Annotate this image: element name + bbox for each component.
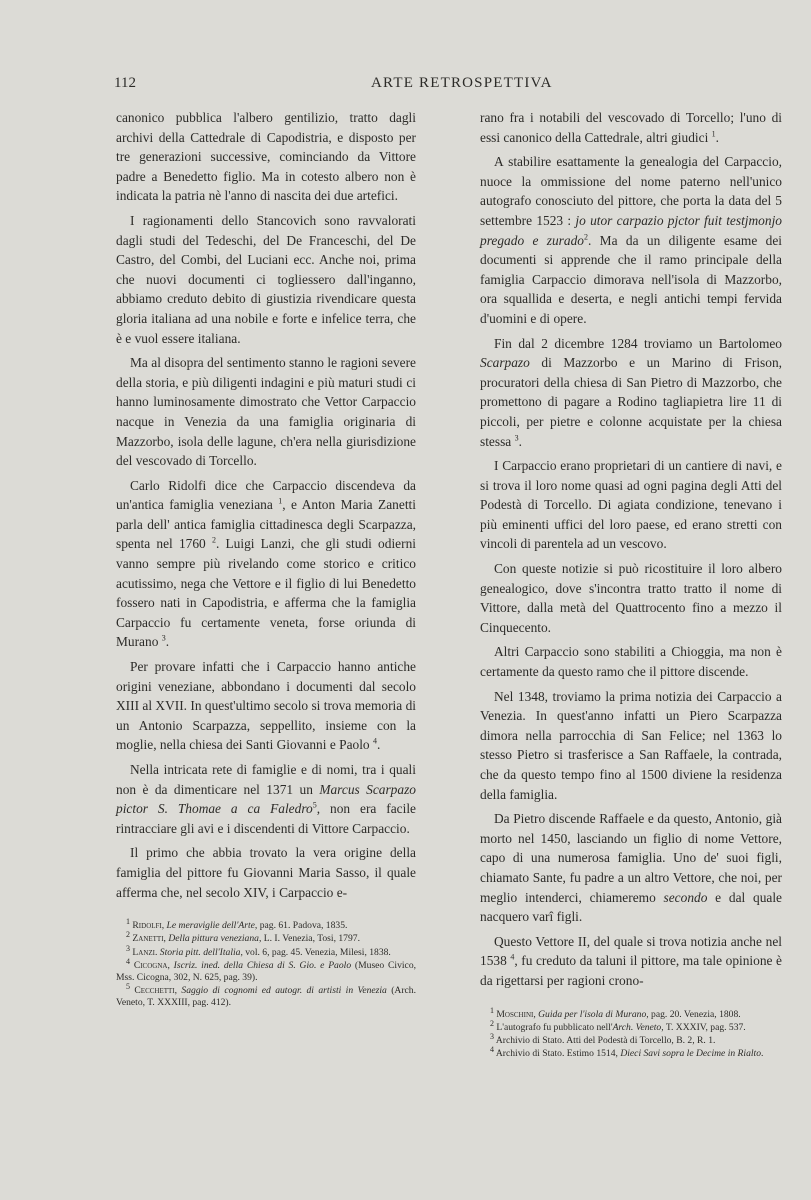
paragraph-text: Questo Vettore II, del quale si trova notizia anche nel 1538 xyxy=(480,933,782,969)
page-number: 112 xyxy=(114,75,136,91)
left-column xyxy=(116,108,416,1011)
paragraph-text: Carlo Ridolfi dice che Carpaccio discendeva da un'antica famiglia veneziana xyxy=(116,477,416,513)
footnote: $^3$ Lanzi. Storia pitt. dell'Italia, vol. 6, pag. 45. Venezia, Milesi, 1838. xyxy=(126,943,391,958)
footnote-text: Archivio di Stato. Atti del Podestà di Torcello, B. 2, R. 1. xyxy=(495,1034,716,1046)
footnote-title: Le meraviglie dell'Arte xyxy=(166,920,255,932)
paragraph-text: A stabilire esattamente la genealogia del Carpaccio, nuoce la ommissione del nome paterno nell'unico autografo conosciuto del pittore, che porta la data del 5 settembre 1523 : xyxy=(480,154,782,228)
footnote-title: Della pittura veneziana xyxy=(168,933,259,945)
paragraph-text: Fin dal 2 dicembre 1284 troviamo un Bartolomeo xyxy=(494,335,782,351)
paragraph xyxy=(116,476,416,652)
footnote-text: , vol. 6, pag. 45. Venezia, Milesi, 1838. xyxy=(240,946,391,958)
footnote xyxy=(480,1044,782,1060)
footnote-text: (Museo Civico, Mss. Cicogna, 302, N. 625, pag. 39). xyxy=(116,959,417,983)
paragraph-text: Con queste notizie si può ricostituire il loro albero genealogico, dove s'incontra tratto tratto il nome di Vittore, dalla metà del Quattrocento fino a mezzo il Cinquecento. xyxy=(480,561,782,635)
footnote-title: Iscriz. ined. della Chiesa di S. Gio. e Paolo xyxy=(173,959,352,971)
paragraph xyxy=(480,559,782,637)
footnote-author: Ridolfi xyxy=(132,920,162,932)
footnote-text: , pag. 61. Padova, 1835. xyxy=(254,920,348,932)
paragraph xyxy=(480,809,782,927)
paragraph-text: . xyxy=(518,433,522,449)
footnote-title: Arch. Veneto xyxy=(612,1021,662,1033)
footnote-ref: 2 xyxy=(211,536,216,545)
footnote: $^1$ Ridolfi, Le meraviglie dell'Arte, pag. 61. Padova, 1835. xyxy=(126,916,348,932)
paragraph-text: e dal quale nacquero varî figli. xyxy=(480,889,782,925)
paragraph xyxy=(116,760,416,838)
running-title: ARTE RETROSPETTIVA xyxy=(371,75,553,91)
paragraph xyxy=(116,353,416,471)
footnote-ref: 4 xyxy=(510,952,515,962)
footnote-ref: 2 xyxy=(583,232,588,242)
paragraph-text: di Mazzorbo e un Marino di Frison, procuratori della chiesa di San Pietro di Mazzorbo, che promettono di pagare a Rodino tagliapietra lire 11 di piccoli, per pietre e colonne acquistate per la chiesa stessa xyxy=(480,355,782,449)
paragraph xyxy=(480,334,782,452)
right-column xyxy=(480,108,782,1061)
paragraph-text: . xyxy=(376,737,381,753)
footnote-text: Archivio di Stato. Estimo 1514, xyxy=(495,1048,621,1060)
italic-name: Scarpazo xyxy=(480,355,530,371)
footnote-text: L'autografo fu pubblicato nell' xyxy=(496,1021,613,1033)
footnote-title: Dieci Savi sopra le Decime in Rialto xyxy=(620,1048,762,1060)
paragraph xyxy=(480,687,782,805)
paragraph-text: , fu creduto da taluni il pittore, ma tale opinione è da rigettarsi per ragioni crono- xyxy=(480,953,782,988)
paragraph xyxy=(116,657,416,755)
footnote-text: , T. XXXIV, pag. 537. xyxy=(661,1021,746,1033)
paragraph-text: Nella intricata rete di famiglie e di nomi, tra i quali non è da dimenticare nel 1371 un xyxy=(116,762,416,797)
footnote-number: 4 xyxy=(490,1044,494,1054)
footnote-ref: 1 xyxy=(711,129,716,139)
italic-word: secondo xyxy=(663,889,708,905)
paragraph-text: . xyxy=(165,634,170,650)
paragraph-text: . xyxy=(715,129,720,145)
italic-citation: Marcus Scarpazo pictor S. Thomae a ca Faledro xyxy=(116,781,416,817)
footnote-number: 3 xyxy=(490,1031,494,1041)
paragraph-text: I Carpaccio erano proprietari di un cantiere di navi, e si trova il loro nome quasi ad ogni pagina degli Atti del Podestà di Torcello. Di agiata condizione, tenevano i più eminenti uffici del loro paese, ed erano stretti con vincoli di parentela ad un vescovo. xyxy=(480,458,782,552)
footnote-ref: 3 xyxy=(161,633,166,643)
footnote-text: (Arch. Veneto, T. XXXIII, pag. 412). xyxy=(116,985,416,1009)
footnote-author: Zanetti xyxy=(132,933,164,945)
footnote: $^2$ Zanetti, Della pittura veneziana, L. I. Venezia, Tosi, 1797. xyxy=(126,930,360,945)
footnote-ref: 4 xyxy=(372,736,377,746)
footnote: $^4$ Cicogna, Iscriz. ined. della Chiesa di S. Gio. e Paolo (Museo Civico, Mss. Cicogna, 302, N. 625, pag. 39). xyxy=(116,956,417,983)
footnote: $^5$ Cecchetti, Saggio di cognomi ed autogr. di artisti in Venezia (Arch. Veneto, T. XXXIII, pag. 412). xyxy=(116,981,416,1009)
footnote-title: Storia pitt. dell'Italia xyxy=(159,946,241,958)
footnote-ref: 5 xyxy=(312,800,317,810)
paragraph xyxy=(480,108,782,147)
footnote-ref: 3 xyxy=(514,433,519,443)
footnote-number: 4 xyxy=(126,956,130,966)
footnote-title: Saggio di cognomi ed autogr. di artisti in Venezia xyxy=(181,985,387,997)
paragraph-text: . Ma da un diligente esame dei documenti si apprende che il ramo principale della famiglia Carpaccio dimorava nell'isola di Mazzorbo, ora squallida e deserta, e negli antichi tempi fervida d'uomini e di opere. xyxy=(480,232,782,326)
footnote-ref: 1 xyxy=(278,496,283,506)
footnote-author: Cecchetti xyxy=(134,985,175,997)
paragraph-text: . Luigi Lanzi, che gli studi odierni vanno sempre più rivelando come storico e critico acutissimo, nega che Vettore e il figlio di lui Benedetto fossero nati in Capodistria, e afferma che la famiglia Carpaccio fu certamente veneta, forse oriunda di Murano xyxy=(116,536,416,650)
footnote-author: Lanzi xyxy=(132,946,155,958)
paragraph xyxy=(116,211,416,348)
footnote-number: 5 xyxy=(126,981,130,991)
paragraph xyxy=(480,642,782,681)
footnote-text: . xyxy=(761,1048,764,1060)
paragraph-text: rano fra i notabili del vescovado di Torcello; l'uno di essi canonico della Cattedrale, altri giudici xyxy=(480,110,782,145)
footnote-number: 1 xyxy=(126,916,130,926)
footnotes-right xyxy=(480,1005,782,1061)
footnote xyxy=(480,1031,782,1047)
footnote-number: 2 xyxy=(126,930,130,940)
footnote-number: 3 xyxy=(126,943,130,953)
footnote-number: 1 xyxy=(490,1005,494,1015)
italic-citation: jo utor carpazio pjctor fuit testjmonjo pregado e zurado xyxy=(480,212,782,248)
paragraph-text: canonico pubblica l'albero gentilizio, tratto dagli archivi della Cattedrale di Capodistria, e disposto per tre generazioni successive, cominciando da Vittore padre a Benedetto figlio. Ma in cotesto albero non è indicata la patria nè l'anno di nascita dei due artefici. xyxy=(116,110,416,204)
footnote xyxy=(480,1018,782,1034)
paragraph-text: , e Anton Maria Zanetti parla dell' antica famiglia cittadinesca degli Scarpazza, spenta nel 1760 xyxy=(116,497,416,552)
footnote-author: Cicogna xyxy=(133,959,168,971)
footnote-text: , L. I. Venezia, Tosi, 1797. xyxy=(258,933,360,945)
paragraph-text: Nel 1348, troviamo la prima notizia dei Carpaccio a Venezia. In quest'anno infatti un Piero Scarpazza dimora nella parrocchia di San Felice; nel 1363 lo stesso Pietro si trasferisce a San Raffaele, la contrada, che da questo tempo fino al 1500 diviene la residenza della famiglia. xyxy=(480,688,782,802)
footnote-text: , pag. 20. Venezia, 1808. xyxy=(646,1008,741,1020)
paragraph-text: , non era facile rintracciare gli avi e i discendenti di Vittore Carpaccio. xyxy=(116,801,416,836)
footnotes-left xyxy=(116,916,417,1009)
paragraph xyxy=(116,108,416,206)
footnote-number: 2 xyxy=(490,1018,494,1028)
paragraph-text: Altri Carpaccio sono stabiliti a Chioggia, ma non è certamente da questo ramo che il pittore discende. xyxy=(480,644,782,680)
paragraph-text: Per provare infatti che i Carpaccio hanno antiche origini veneziane, abbondano i documenti dal secolo XIII al XVII. In quest'ultimo secolo si trova memoria di un Antonio Scarpazza, seppellito, insieme con la moglie, nella chiesa dei Santi Giovanni e Paolo xyxy=(116,659,416,753)
footnote-title: Guida per l'isola di Murano xyxy=(538,1008,647,1020)
paragraph-text: I ragionamenti dello Stancovich sono ravvalorati dagli studi del Tedeschi, del De Franceschi, del De Castro, del Combi, del Luciani ecc. Anche noi, prima che nuovi documenti ci togliessero dall'inganno, abbiamo creduto debito di giustizia rivendicare questa gloria italiana ad una nobile e forte e infelice terra, che è e vuol essere italiana. xyxy=(116,212,416,346)
footnote: $^1$ Moschini, Guida per l'isola di Murano, pag. 20. Venezia, 1808. xyxy=(490,1005,741,1020)
paragraph xyxy=(480,456,782,554)
paragraph xyxy=(116,843,416,902)
paragraph-text: Il primo che abbia trovato la vera origine della famiglia del pittore fu Giovanni Maria Sasso, il quale afferma che, nel secolo XIV, i Carpaccio e- xyxy=(116,845,416,900)
footnote-author: Moschini xyxy=(496,1008,534,1020)
paragraph xyxy=(480,152,782,328)
paragraph-text: Da Pietro discende Raffaele e da questo, Antonio, già morto nel 1450, lasciando un figlio di nome Vettore, capo di una numerosa famiglia. Uno de' suoi figli, chiamato Sante, fu padre a un altro Vettore, che noi, per meglio intenderci, chiameremo xyxy=(480,811,782,905)
paragraph-text: Ma al disopra del sentimento stanno le ragioni severe della storia, e più diligenti indagini e più maturi studi ci hanno luminosamente dimostrato che Vettor Carpaccio nacque in Venezia da una famiglia originaria di Mazzorbo, isola delle lagune, ch'era nella giurisdizione del vescovado di Torcello. xyxy=(116,355,416,469)
page-header xyxy=(114,75,714,95)
paragraph xyxy=(480,932,782,991)
